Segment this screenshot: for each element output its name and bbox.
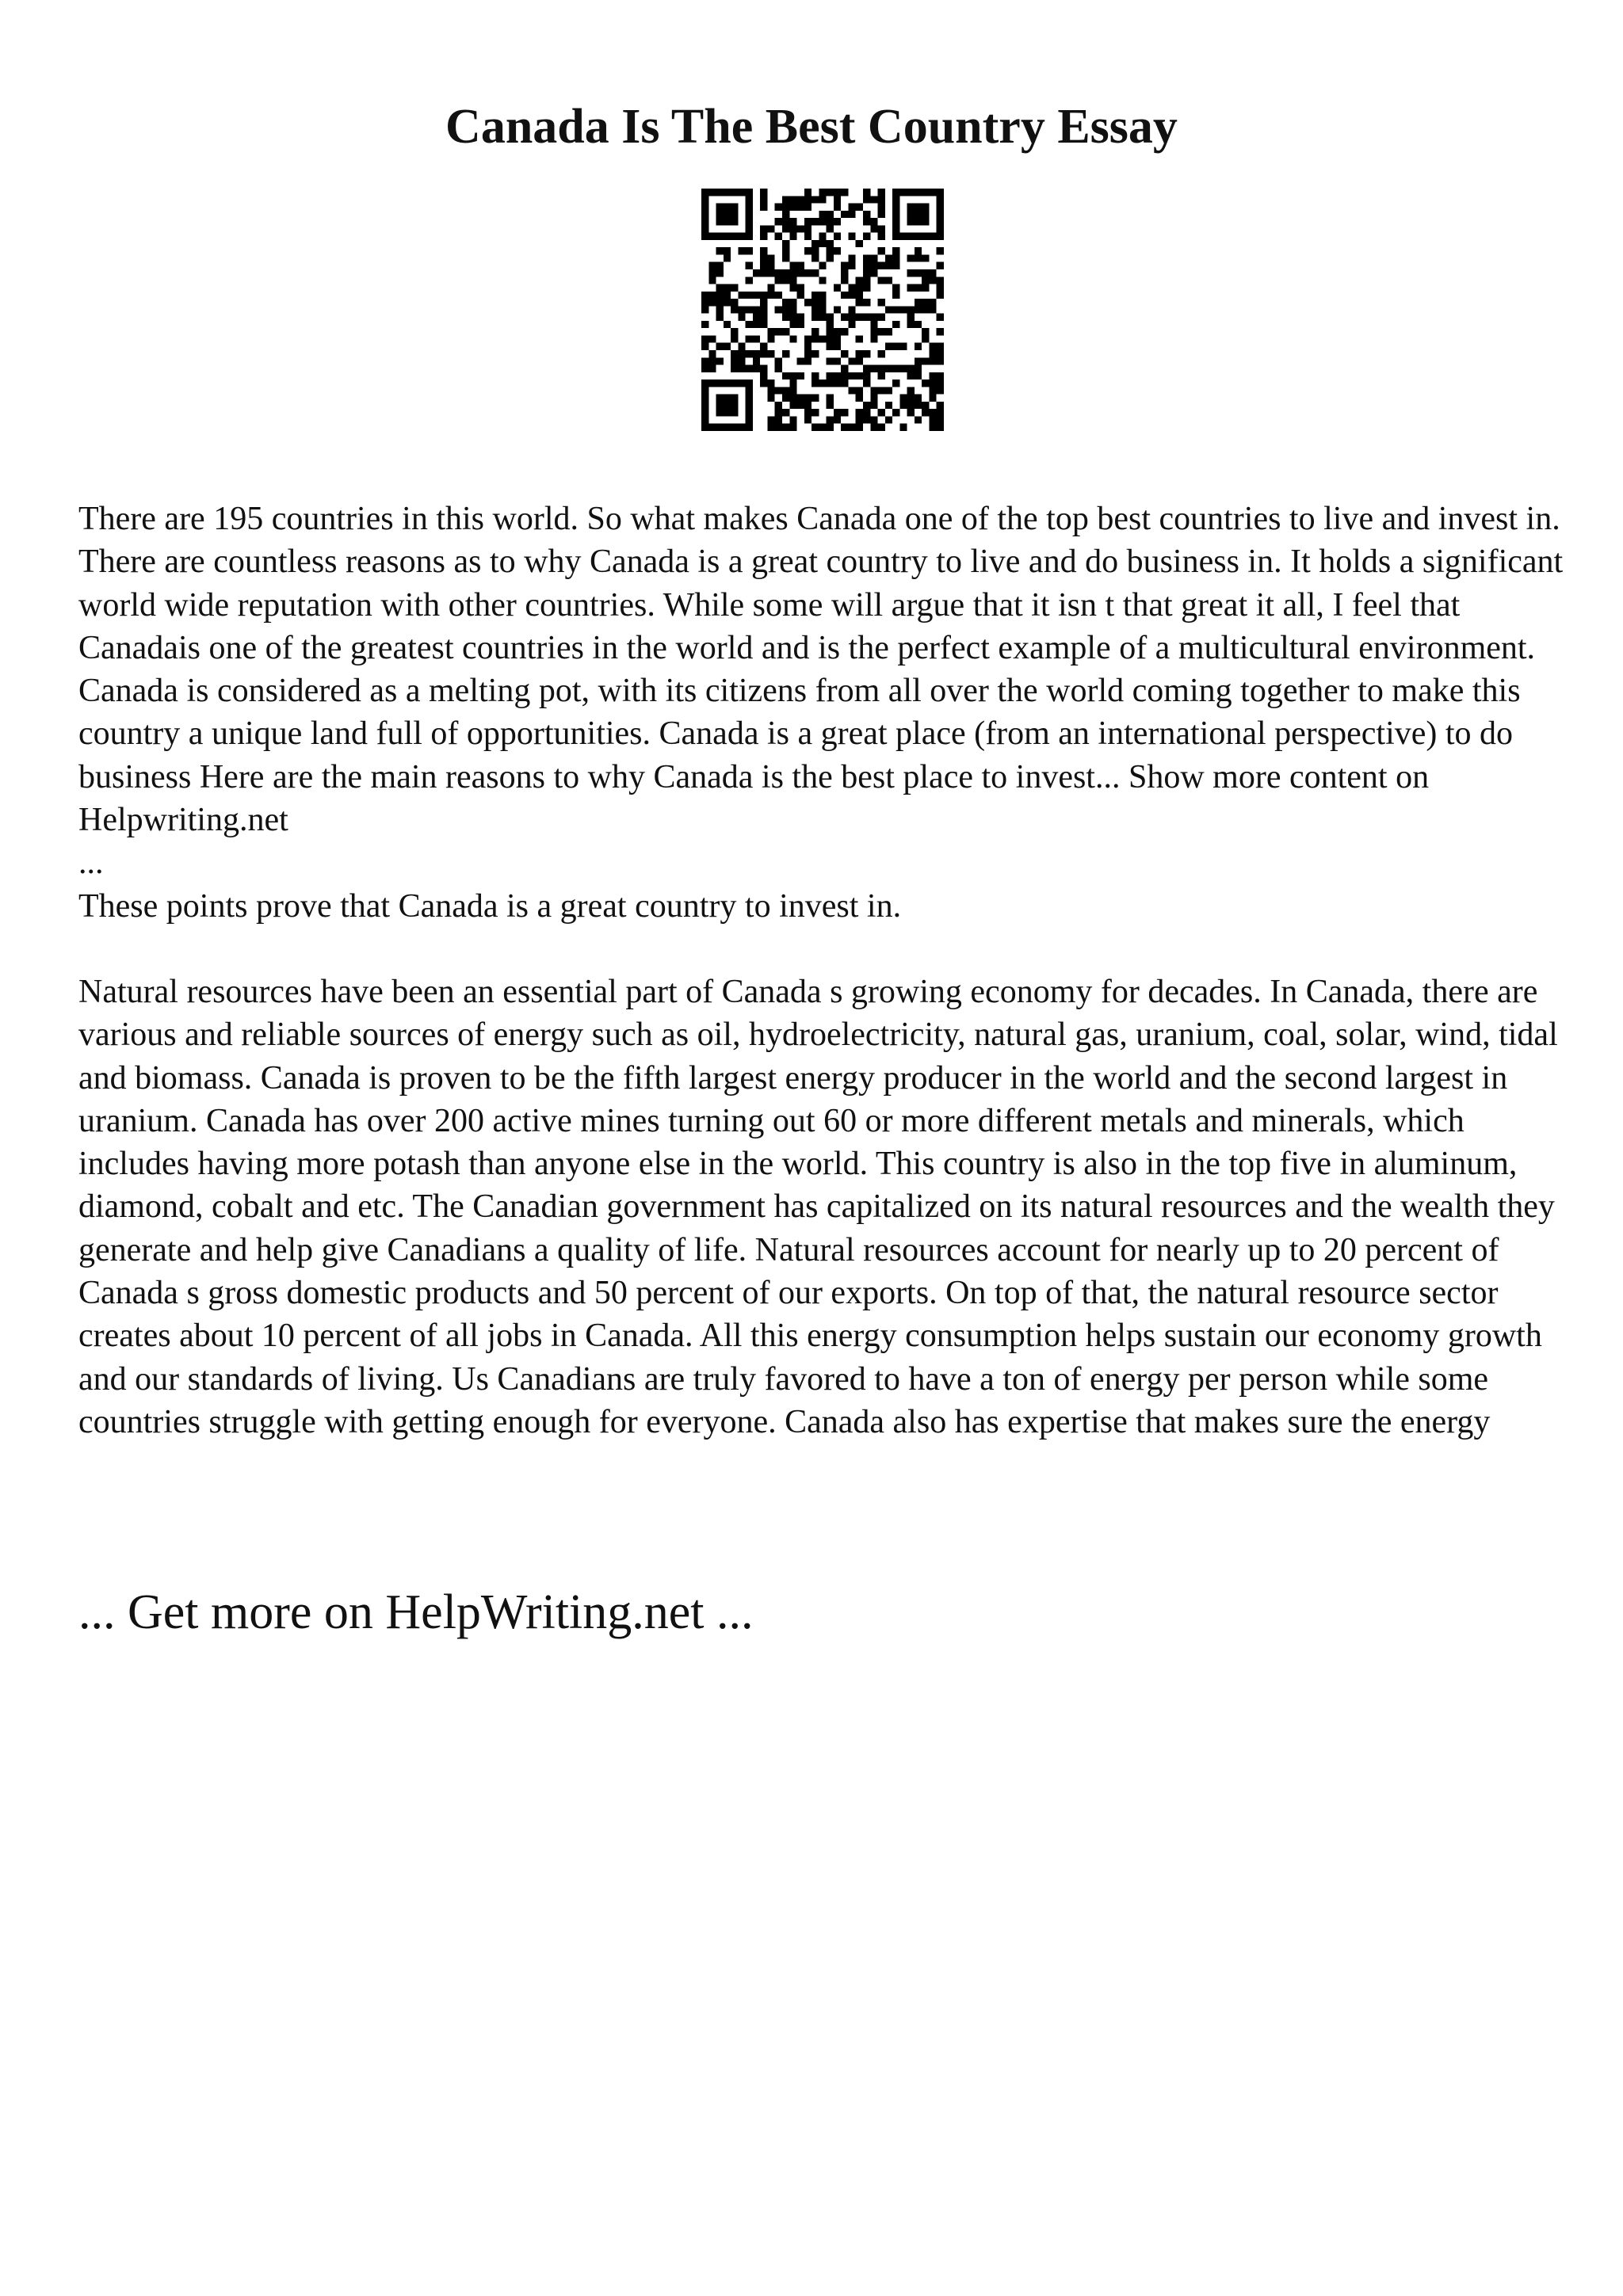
- essay-ellipsis: ...: [78, 845, 104, 882]
- essay-paragraph: These points prove that Canada is a great country to invest in.: [78, 887, 902, 925]
- document-title: Canada Is The Best Country Essay: [445, 100, 1178, 154]
- essay-paragraph: Natural resources have been an essential part of Canada s growing economy for decades. In Canada, there are various and reliable sources of energy such as oil, hydroelectricity, natural gas, uranium, coal, solar, wind, tidal and biomass. Canada is proven to be the fifth largest energy producer in the world and the second largest in uranium. Canada has over 200 active mines turning out 60 or more different metals and minerals, which includes having more potash than anyone else in the world. This country is also in the top five in aluminum, diamond, cobalt and etc. The Canadian government has capitalized on its natural resources and the wealth they generate and help give Canadians a quality of life. Natural resources account for nearly up to 20 percent of Canada s gross domestic products and 50 percent of our exports. On top of that, the natural resource sector creates about 10 percent of all jobs in Canada. All this energy consumption helps sustain our economy growth and our standards of living. Us Canadians are truly favored to have a ton of energy per person while some countries struggle with getting enough for everyone. Canada also has expertise that makes sure the energy: [78, 973, 1558, 1440]
- paragraph-gap: [78, 928, 1568, 971]
- essay-paragraph: There are 195 countries in this world. So what makes Canada one of the top best countries to live and invest in. There are countless reasons as to why Canada is a great country to live and do business in. It holds a significant world wide reputation with other countries. While some will argue that it isn t that great it all, I feel that Canadais one of the greatest countries in the world and is the perfect example of a multicultural environment. Canada is considered as a melting pot, with its citizens from all over the world coming together to make this country a unique land full of opportunities. Canada is a great place (from an international perspective) to do business Here are the main reasons to why Canada is the best place to invest... Show more content on Helpwriting.net: [78, 501, 1564, 839]
- essay-body: [78, 498, 1568, 1444]
- qr-code: [701, 189, 944, 431]
- get-more-link[interactable]: ... Get more on HelpWriting.net ...: [78, 1585, 754, 1639]
